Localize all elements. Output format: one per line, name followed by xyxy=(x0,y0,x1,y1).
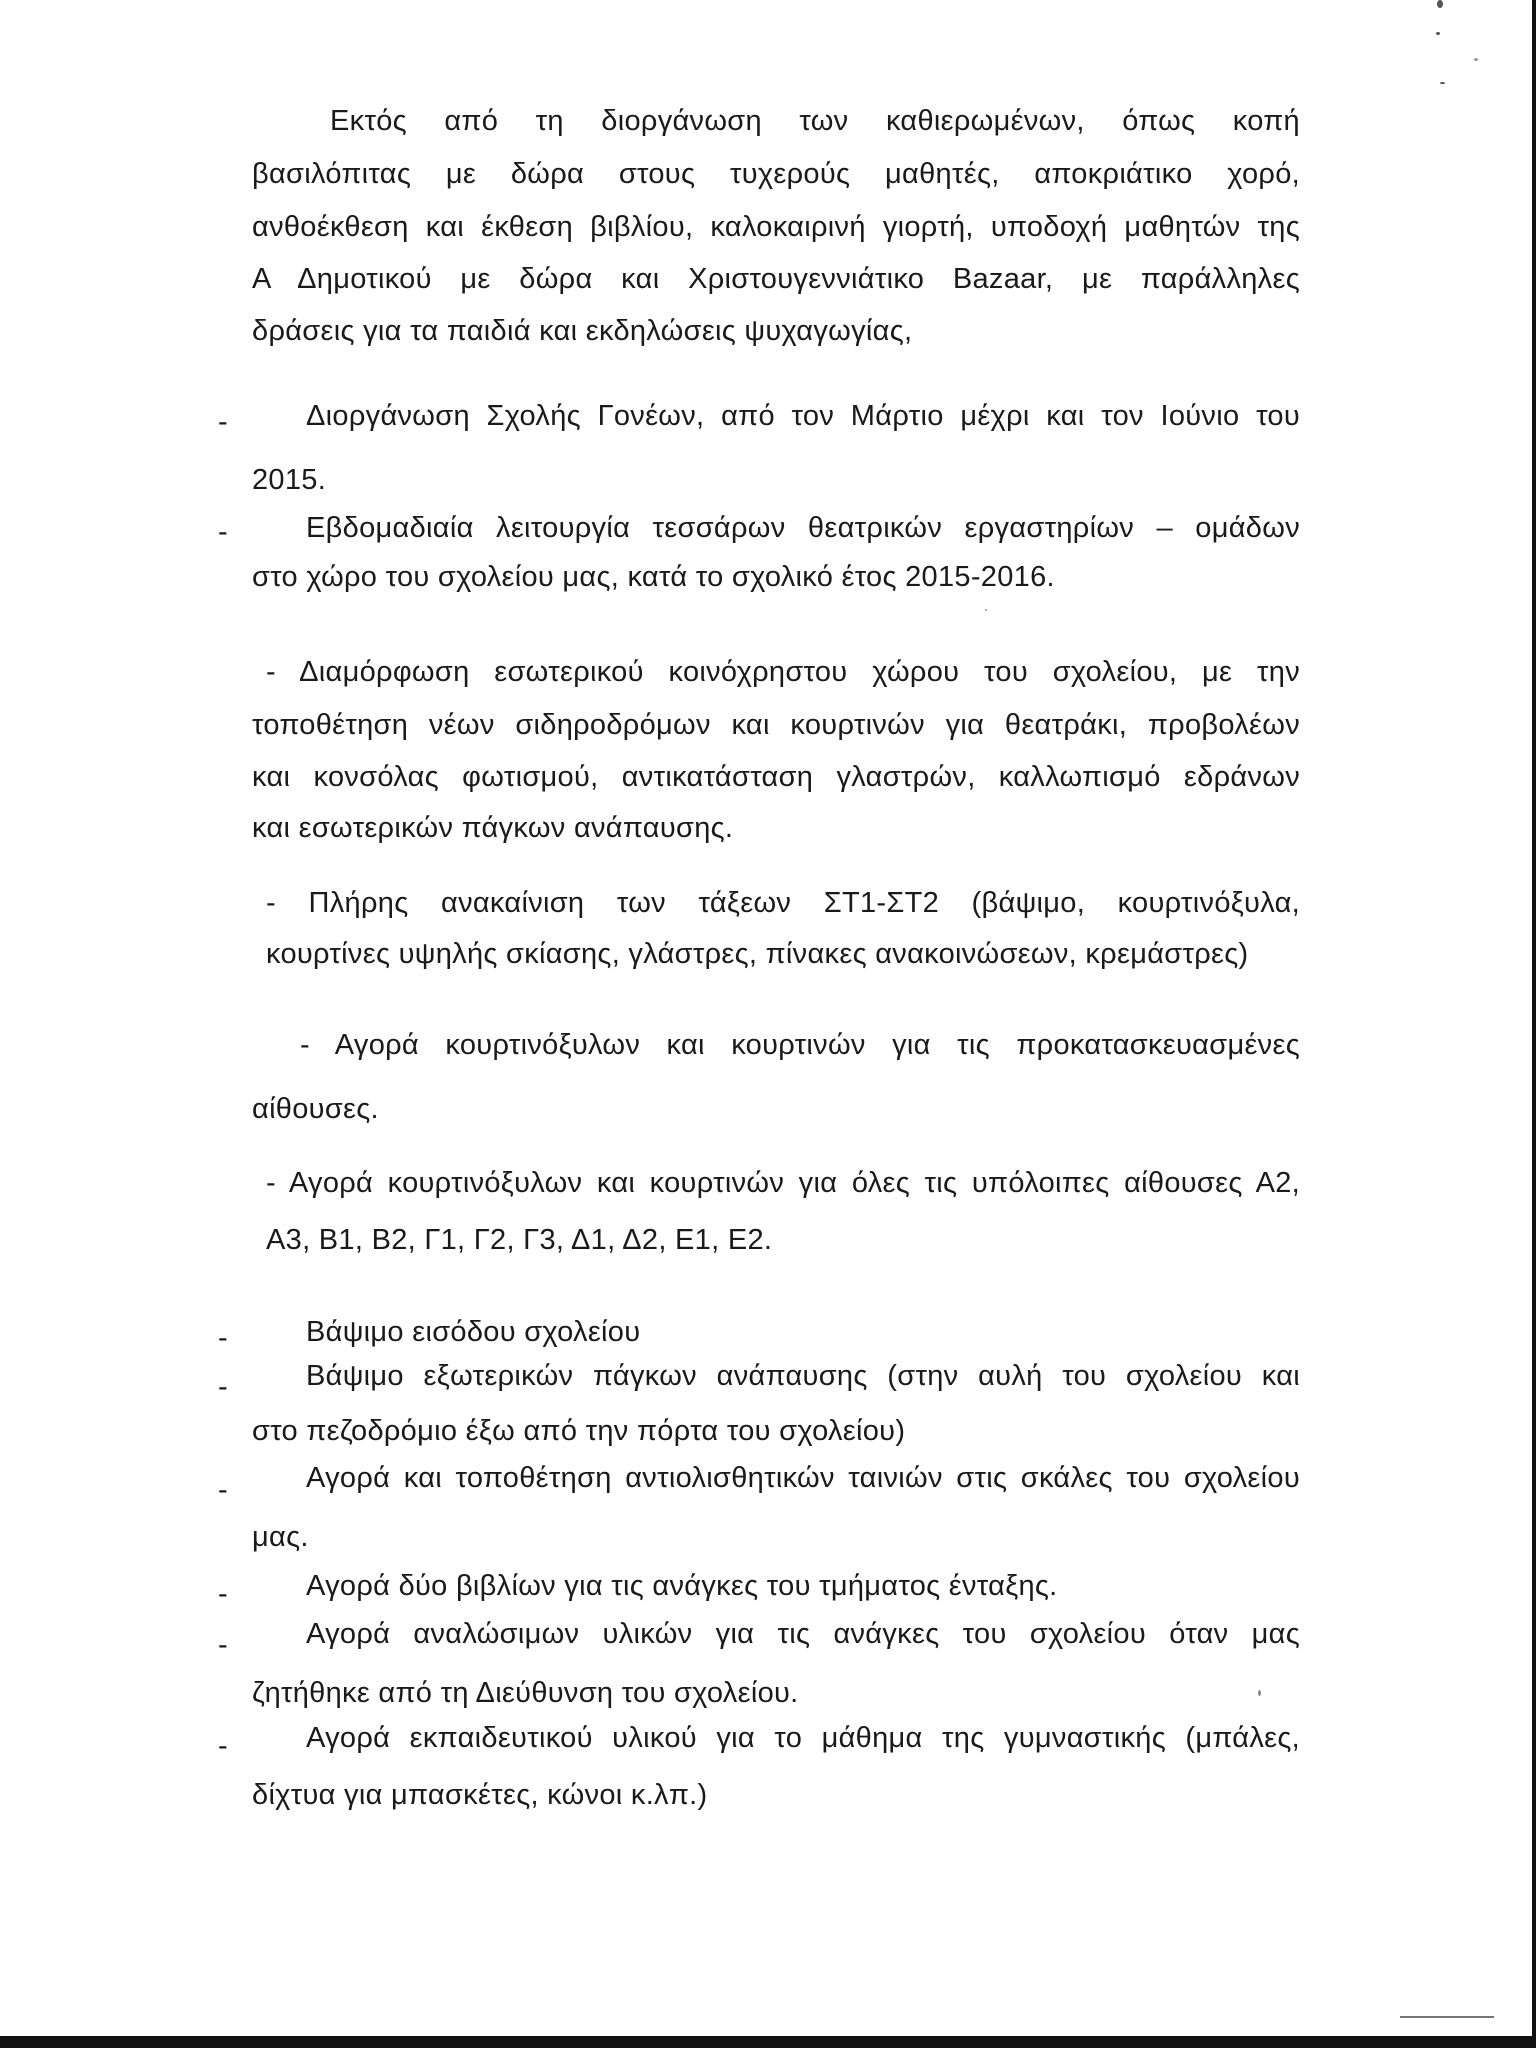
item-5-line-1: - Αγορά κουρτινόξυλων και κουρτινών για τις προκατασκευασμένες xyxy=(300,1029,1300,1061)
bullet-dash: - xyxy=(218,1474,228,1506)
intro-line-1: Εκτός από τη διοργάνωση των καθιερωμένων, όπως κοπή xyxy=(330,105,1300,137)
item-11-line-2: ζητήθηκε από τη Διεύθυνση του σχολείου. xyxy=(252,1677,799,1709)
item-8-line-2: στο πεζοδρόμιο έξω από την πόρτα του σχολείου) xyxy=(252,1415,906,1447)
item-4-line-1: - Πλήρης ανακαίνιση των τάξεων ΣΤ1-ΣΤ2 (βάψιμο, κουρτινόξυλα, xyxy=(266,887,1300,919)
bullet-dash: - xyxy=(218,1371,228,1403)
scan-speck xyxy=(1258,1690,1261,1696)
scan-edge-right xyxy=(1532,0,1536,2048)
item-2-line-1: Εβδομαδιαία λειτουργία τεσσάρων θεατρικών εργαστηρίων – ομάδων xyxy=(306,512,1300,544)
item-3-line-3: και κονσόλας φωτισμού, αντικατάσταση γλαστρών, καλλωπισμό εδράνων xyxy=(252,761,1300,793)
item-10-line-1: Αγορά δύο βιβλίων για τις ανάγκες του τμήματος ένταξης. xyxy=(306,1570,1058,1602)
item-2-line-2: στο χώρο του σχολείου μας, κατά το σχολικό έτος 2015-2016. xyxy=(252,561,1055,593)
scan-speck xyxy=(1436,32,1440,35)
item-6-line-2: Α3, Β1, Β2, Γ1, Γ2, Γ3, Δ1, Δ2, Ε1, Ε2. xyxy=(266,1224,773,1256)
bullet-dash: - xyxy=(218,1629,228,1661)
item-6-line-1: - Αγορά κουρτινόξυλων και κουρτινών για όλες τις υπόλοιπες αίθουσες Α2, xyxy=(266,1167,1300,1199)
bullet-dash: - xyxy=(218,406,228,438)
bullet-dash: - xyxy=(218,1322,228,1354)
item-8-line-1: Βάψιμο εξωτερικών πάγκων ανάπαυσης (στην αυλή του σχολείου και xyxy=(306,1360,1300,1392)
intro-line-3: ανθοέκθεση και έκθεση βιβλίου, καλοκαιρινή γιορτή, υποδοχή μαθητών της xyxy=(252,211,1300,243)
item-12-line-1: Αγορά εκπαιδευτικού υλικού για το μάθημα της γυμναστικής (μπάλες, xyxy=(306,1722,1300,1754)
item-4-line-2: κουρτίνες υψηλής σκίασης, γλάστρες, πίνακες ανακοινώσεων, κρεμάστρες) xyxy=(266,938,1249,970)
item-9-line-1: Αγορά και τοποθέτηση αντιολισθητικών ταινιών στις σκάλες του σχολείου xyxy=(306,1462,1300,1494)
item-11-line-1: Αγορά αναλώσιμων υλικών για τις ανάγκες του σχολείου όταν μας xyxy=(306,1618,1300,1650)
bullet-dash: - xyxy=(218,516,228,548)
footer-rule xyxy=(1400,2016,1494,2018)
scan-speck xyxy=(1440,82,1445,84)
item-7-line-1: Βάψιμο εισόδου σχολείου xyxy=(306,1316,641,1348)
item-3-line-2: τοποθέτηση νέων σιδηροδρόμων και κουρτινών για θεατράκι, προβολέων xyxy=(252,709,1300,741)
bullet-dash: - xyxy=(218,1730,228,1762)
scan-speck xyxy=(985,609,987,611)
bullet-dash: - xyxy=(218,1578,228,1610)
scan-speck xyxy=(1474,58,1478,61)
item-12-line-2: δίχτυα για μπασκέτες, κώνοι κ.λπ.) xyxy=(252,1779,708,1811)
intro-line-4: Α Δημοτικού με δώρα και Χριστουγεννιάτικο Bazaar, με παράλληλες xyxy=(252,263,1300,295)
item-9-line-2: μας. xyxy=(252,1521,309,1553)
item-1-line-1: Διοργάνωση Σχολής Γονέων, από τον Μάρτιο μέχρι και τον Ιούνιο του xyxy=(306,400,1300,432)
scan-speck xyxy=(1437,0,1443,8)
scan-edge-bottom xyxy=(0,2036,1536,2048)
item-5-line-2: αίθουσες. xyxy=(252,1093,379,1125)
intro-line-2: βασιλόπιτας με δώρα στους τυχερούς μαθητές, αποκριάτικο χορό, xyxy=(252,158,1300,190)
item-3-line-4: και εσωτερικών πάγκων ανάπαυσης. xyxy=(252,812,734,844)
item-1-line-2: 2015. xyxy=(252,464,327,496)
item-3-line-1: - Διαμόρφωση εσωτερικού κοινόχρηστου χώρου του σχολείου, με την xyxy=(266,656,1300,688)
intro-line-5: δράσεις για τα παιδιά και εκδηλώσεις ψυχαγωγίας, xyxy=(252,315,913,347)
